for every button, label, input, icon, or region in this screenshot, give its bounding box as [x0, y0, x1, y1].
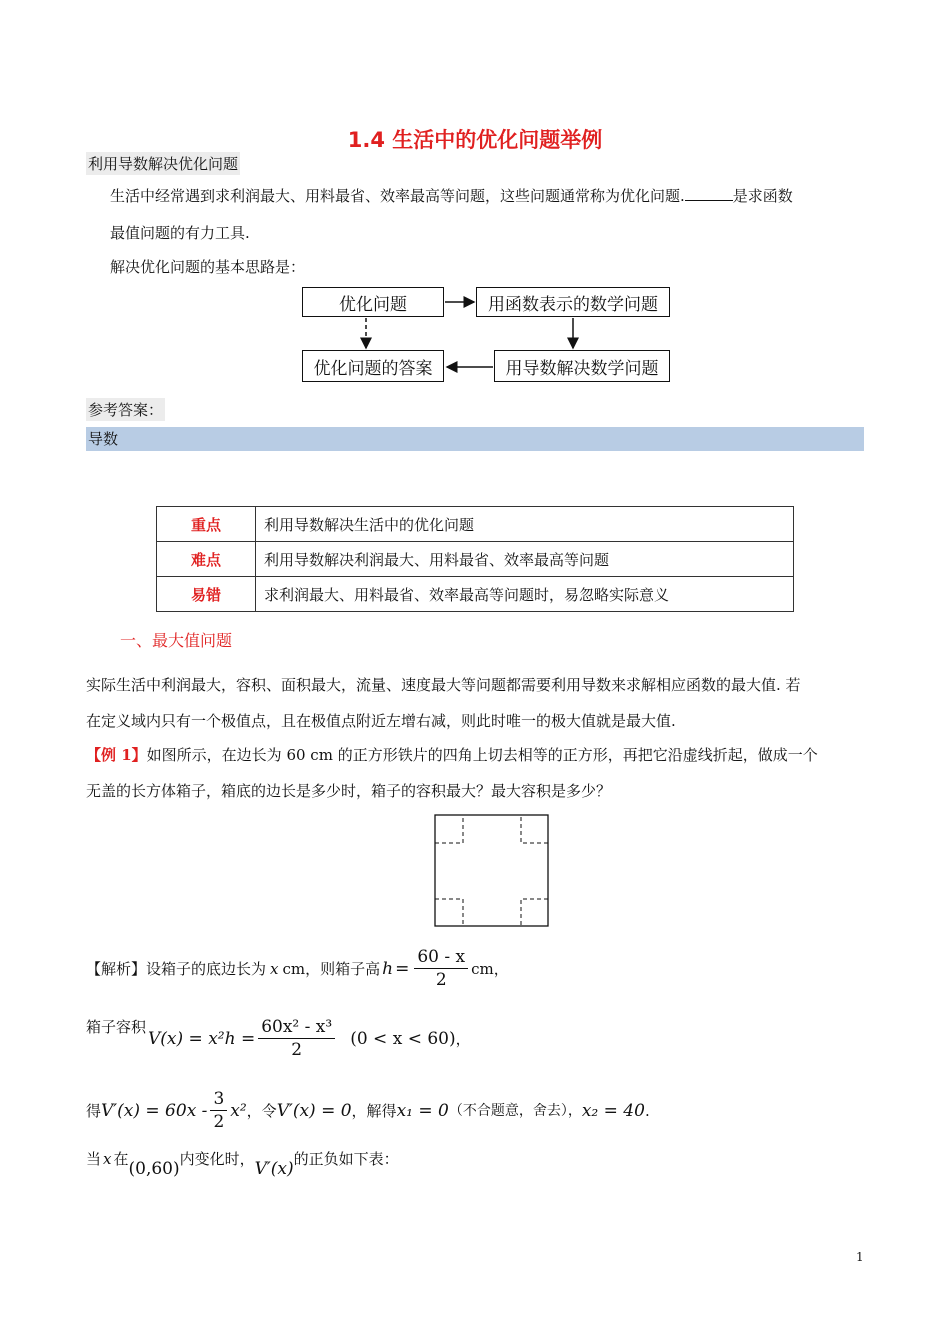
page-number: 1 — [856, 1250, 864, 1264]
solution-line-2 — [86, 1016, 471, 1061]
solution-tag: 【解析】 — [86, 959, 147, 978]
domain-expression: (0 < x < 60) — [350, 1028, 456, 1049]
solution-s1-text: 设箱子的底边长为 — [146, 959, 267, 978]
intro-text-b: 是求函数 — [732, 187, 793, 205]
kp-value: 求利润最大、用料最省、效率最高等问题时，易忽略实际意义 — [256, 577, 794, 612]
var-x: x — [103, 1150, 112, 1168]
solution-s4-c: 内变化时， — [179, 1150, 255, 1168]
subsection-heading: 一、最大值问题 — [120, 631, 233, 650]
solution-line-4 — [86, 1148, 399, 1180]
body-p1-line1: 实际生活中利润最大，容积、面积最大，流量、速度最大等问题都需要利用导数来求解相应函数的最大值. 若 — [86, 676, 801, 694]
coefficient-fraction — [210, 1088, 227, 1133]
body-p1-line2: 在定义域内只有一个极值点，且在极值点附近左增右减，则此时唯一的极大值就是最大值. — [86, 712, 676, 730]
solution-s4-a: 当 — [86, 1150, 102, 1168]
solution-line-1: 【解析】 设箱子的底边长为 x cm，则箱子高 h = $\frac{60 - x}{2}$ cm， — [86, 947, 509, 990]
derivative-zero: V′(x) = 0 — [276, 1100, 352, 1121]
flow-box-problem: 优化问题 — [302, 287, 444, 317]
example-line-2: 无盖的长方体箱子，箱底的边长是多少时，箱子的容积最大？最大容积是多少？ — [86, 782, 612, 800]
table-row — [157, 507, 794, 542]
interval-expression: (0,60) — [128, 1159, 180, 1179]
flow-box-math-problem: 用函数表示的数学问题 — [476, 287, 670, 317]
intro-text-a: 生活中经常遇到求利润最大、用料最省、效率最高等问题，这些问题通常称为优化问题. — [110, 187, 685, 205]
kp-key: 难点 — [157, 542, 256, 577]
fraction-denominator: 2 — [213, 1112, 225, 1132]
var-x: x — [270, 959, 279, 978]
fraction-denominator: 2 — [435, 970, 447, 990]
intro-line-2: 最值问题的有力工具. — [110, 224, 250, 242]
page-title: 1.4 生活中的优化问题举例 — [347, 128, 603, 152]
example-text: 如图所示，在边长为 60 cm 的正方形铁片的四角上切去相等的正方形，再把它沿虚线折起，做成一个 — [146, 746, 818, 764]
flow-arrows — [0, 0, 950, 400]
solution-s3-c: ，解得 — [351, 1101, 397, 1120]
flow-box-answer: 优化问题的答案 — [302, 350, 444, 382]
square-sheet-figure — [434, 814, 550, 928]
height-fraction — [414, 946, 468, 991]
volume-fraction — [258, 1016, 335, 1061]
volume-expression: V(x) = x²h = — [148, 1028, 256, 1049]
fraction-numerator: 60x² - x³ — [258, 1016, 335, 1039]
solution-s3-a: 得 — [86, 1101, 102, 1120]
var-h: h — [382, 958, 394, 979]
solution-s4-b: 在 — [113, 1150, 129, 1168]
flow-box-derivative-solve: 用导数解决数学问题 — [494, 350, 670, 382]
answer-value: 导数 — [86, 427, 864, 451]
solution-s2-text: 箱子容积 — [86, 1018, 147, 1036]
table-row — [157, 577, 794, 612]
section-heading: 利用导数解决优化问题 — [86, 152, 240, 175]
kp-value: 利用导数解决生活中的优化问题 — [256, 507, 794, 542]
table-row — [157, 542, 794, 577]
answer-label: 参考答案： — [86, 398, 165, 421]
key-points-table — [156, 506, 794, 612]
derivative-expression: V′(x) = 60x - — [101, 1100, 208, 1121]
solution-s2-end: ， — [455, 1029, 471, 1048]
derivative-label: V′(x) — [254, 1159, 294, 1179]
fraction-denominator: 2 — [291, 1040, 303, 1060]
example-tag: 【例 1】 — [86, 746, 147, 764]
intro-line-3: 解决优化问题的基本思路是： — [110, 258, 306, 276]
solution-s3-d: （不合题意，舍去）， — [448, 1102, 582, 1119]
solution-s4-d: 的正负如下表： — [293, 1150, 399, 1168]
derivative-tail: x² — [230, 1100, 247, 1121]
kp-value: 利用导数解决利润最大、用料最省、效率最高等问题 — [256, 542, 794, 577]
solution-s3-end: . — [644, 1101, 650, 1120]
kp-key: 易错 — [157, 577, 256, 612]
solution-line-3 — [86, 1088, 650, 1133]
example-line-1 — [86, 744, 886, 766]
solution-s3-b: ，令 — [246, 1101, 277, 1120]
fraction-numerator: 3 — [210, 1088, 227, 1111]
kp-key: 重点 — [157, 507, 256, 542]
root-x2: x₂ = 40 — [581, 1100, 645, 1121]
solution-s1-end: cm， — [471, 959, 509, 978]
root-x1: x₁ = 0 — [396, 1100, 449, 1121]
fraction-numerator: 60 - x — [414, 946, 468, 969]
solution-s1-unit: cm，则箱子高 — [282, 959, 381, 978]
